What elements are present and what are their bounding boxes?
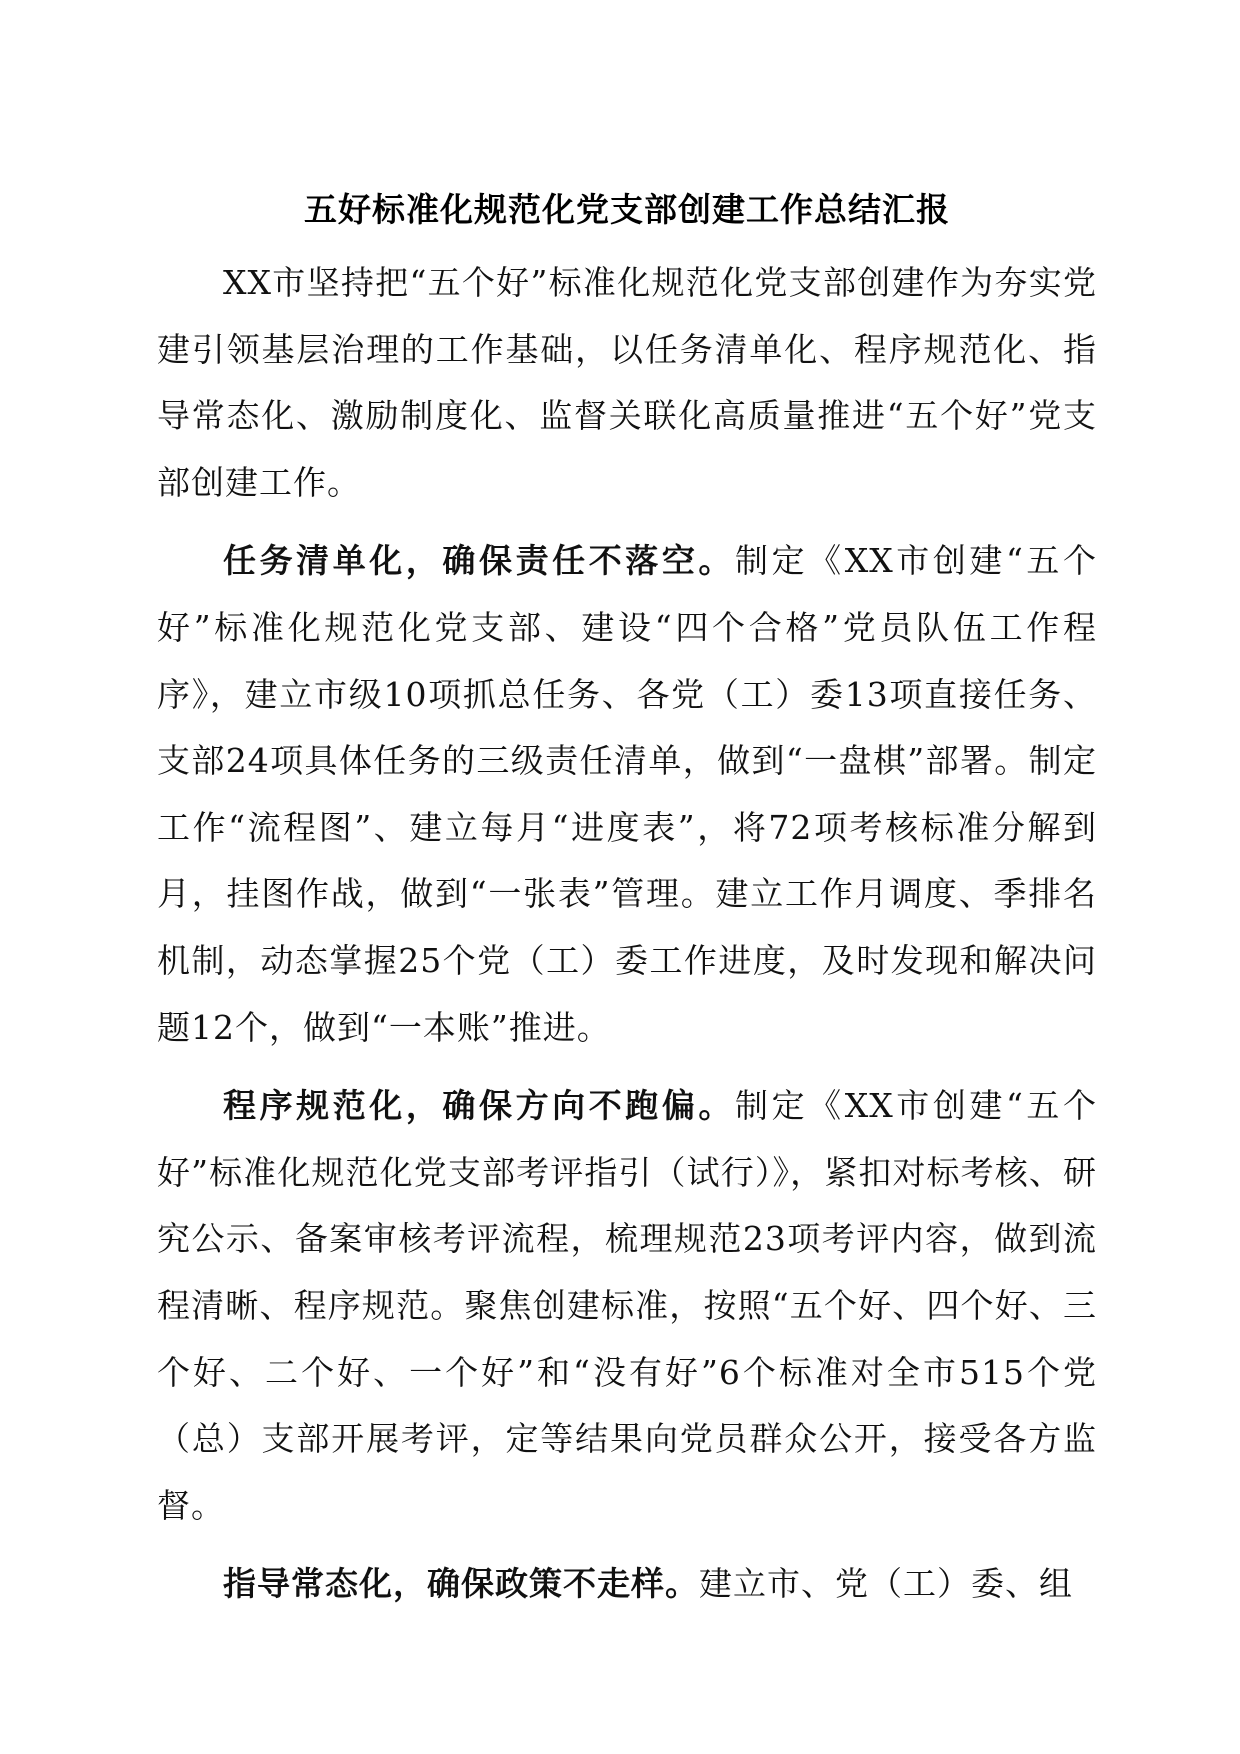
section-heading: 任务清单化，确保责任不落空。 (223, 541, 735, 581)
paragraph-text: 制定《XX市创建“五个好”标准化规范化党支部考评指引（试行）》，紧扣对标考核、研究公示、备案审核考评流程，梳理规范23项考评内容，做到流程清晰、程序规范。聚焦创建标准，按照“五个好、四个好、三个好、二个好、一个好”和“没有好”6个标准对全市515个党（总）支部开展考评，定等结果向党员群众公开，接受各方监督。 (157, 1086, 1097, 1525)
paragraph-text: XX市坚持把“五个好”标准化规范化党支部创建作为夯实党建引领基层治理的工作基础，以任务清单化、程序规范化、指导常态化、激励制度化、监督关联化高质量推进“五个好”党支部创建工作。 (157, 263, 1097, 502)
section-heading: 程序规范化，确保方向不跑偏。 (223, 1086, 735, 1126)
document-title: 五好标准化规范化党支部创建工作总结汇报 (304, 190, 950, 229)
intro-paragraph (157, 250, 1097, 516)
section-task-list (157, 528, 1097, 1061)
paragraph-text: 建立市、党（工）委、组 (699, 1564, 1073, 1604)
section-heading: 指导常态化，确保政策不走样。 (223, 1564, 699, 1604)
section-guidance (157, 1551, 1097, 1618)
document-body (157, 188, 1097, 1630)
section-procedure (157, 1073, 1097, 1539)
paragraph-text: 制定《XX市创建“五个好”标准化规范化党支部、建设“四个合格”党员队伍工作程序》，建立市级10项抓总任务、各党（工）委13项直接任务、支部24项具体任务的三级责任清单，做到“一盘棋”部署。制定工作“流程图”、建立每月“进度表”，将72项考核标准分解到月，挂图作战，做到“一张表”管理。建立工作月调度、季排名机制，动态掌握25个党（工）委工作进度，及时发现和解决问题12个，做到“一本账”推进。 (157, 541, 1097, 1047)
